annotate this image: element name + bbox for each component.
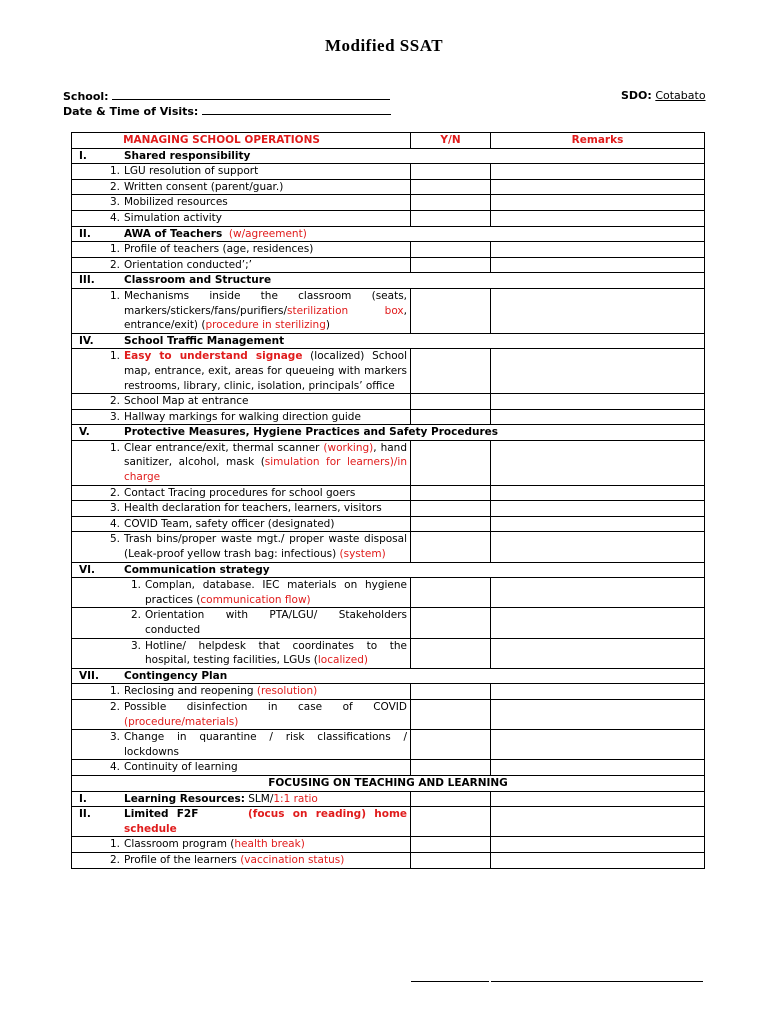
sdo-value: Cotabato bbox=[655, 89, 706, 102]
yn-cell[interactable] bbox=[411, 638, 491, 668]
yn-cell[interactable] bbox=[411, 440, 491, 485]
remarks-cell[interactable] bbox=[491, 852, 705, 868]
remarks-cell[interactable] bbox=[491, 608, 705, 638]
yn-cell[interactable] bbox=[411, 288, 491, 333]
yn-cell[interactable] bbox=[411, 409, 491, 425]
item-row: 1. Profile of teachers (age, residences) bbox=[72, 242, 705, 258]
header-remarks: Remarks bbox=[491, 133, 705, 149]
yn-cell[interactable] bbox=[411, 210, 491, 226]
yn-cell[interactable] bbox=[411, 257, 491, 273]
section-title: School Traffic Management bbox=[124, 334, 285, 347]
item-row: II. Limited F2F (focus on reading) home schedule bbox=[72, 807, 705, 837]
item-row: 4. Simulation activity bbox=[72, 210, 705, 226]
remarks-cell[interactable] bbox=[491, 394, 705, 410]
yn-cell[interactable] bbox=[411, 242, 491, 258]
remarks-cell[interactable] bbox=[491, 179, 705, 195]
sdo-label: SDO: bbox=[621, 89, 652, 102]
item-row: 3. Mobilized resources bbox=[72, 195, 705, 211]
item-row: 1. Clear entrance/exit, thermal scanner (working), hand sanitizer, alcohol, mask (simulation for learners)/in charge bbox=[72, 440, 705, 485]
focus-header: FOCUSING ON TEACHING AND LEARNING bbox=[72, 775, 705, 791]
item-row: 5. Trash bins/proper waste mgt./ proper waste disposal (Leak-proof yellow trash bag: infectious) (system) bbox=[72, 532, 705, 562]
item-text: Orientation conducted’;’ bbox=[124, 258, 253, 271]
item-row: 1. Reclosing and reopening (resolution) bbox=[72, 684, 705, 700]
item-text: Classroom program (health break) bbox=[124, 838, 305, 851]
item-row: 2. Possible disinfection in case of COVID (procedure/materials) bbox=[72, 699, 705, 729]
item-row: 2. Orientation with PTA/LGU/ Stakeholders conducted bbox=[72, 608, 705, 638]
yn-cell[interactable] bbox=[411, 532, 491, 562]
remarks-cell[interactable] bbox=[491, 760, 705, 776]
item-text: Continuity of learning bbox=[124, 761, 238, 774]
remarks-cell[interactable] bbox=[491, 288, 705, 333]
item-title: Learning Resources: bbox=[124, 792, 245, 805]
item-title: Limited F2F (focus on reading) home schedule bbox=[124, 808, 408, 835]
sdo-field bbox=[621, 89, 706, 103]
yn-cell[interactable] bbox=[411, 485, 491, 501]
signature-line bbox=[491, 981, 703, 982]
item-text: Possible disinfection in case of COVID (procedure/materials) bbox=[124, 700, 407, 728]
item-row: 1. Complan, database. IEC materials on hygiene practices (communication flow) bbox=[72, 578, 705, 608]
item-text: Complan, database. IEC materials on hygiene practices (communication flow) bbox=[145, 579, 407, 606]
section-title: Shared responsibility bbox=[124, 149, 251, 162]
item-row: 4. Continuity of learning bbox=[72, 760, 705, 776]
visit-field bbox=[63, 104, 391, 119]
section-row: VI. Communication strategy bbox=[72, 562, 705, 578]
section-number: I. bbox=[79, 149, 87, 162]
item-row: 2. Profile of the learners (vaccination status) bbox=[72, 852, 705, 868]
item-text: Written consent (parent/guar.) bbox=[124, 180, 284, 193]
item-row: 3. Health declaration for teachers, learners, visitors bbox=[72, 501, 705, 517]
yn-cell[interactable] bbox=[411, 608, 491, 638]
remarks-cell[interactable] bbox=[491, 807, 705, 837]
yn-cell[interactable] bbox=[411, 837, 491, 853]
item-row: 1. LGU resolution of support bbox=[72, 164, 705, 180]
item-text: School Map at entrance bbox=[124, 395, 249, 408]
remarks-cell[interactable] bbox=[491, 730, 705, 760]
remarks-cell[interactable] bbox=[491, 699, 705, 729]
yn-cell[interactable] bbox=[411, 394, 491, 410]
remarks-cell[interactable] bbox=[491, 440, 705, 485]
item-row: I. Learning Resources: SLM/1:1 ratio bbox=[72, 791, 705, 807]
yn-cell[interactable] bbox=[411, 195, 491, 211]
remarks-cell[interactable] bbox=[491, 638, 705, 668]
remarks-cell[interactable] bbox=[491, 257, 705, 273]
item-row: 1. Mechanisms inside the classroom (seats, markers/stickers/fans/purifiers/sterilization box, entrance/exit) (procedure in sterilizing) bbox=[72, 288, 705, 333]
yn-cell[interactable] bbox=[411, 516, 491, 532]
item-row: 3. Hotline/ helpdesk that coordinates to the hospital, testing facilities, LGUs (localized) bbox=[72, 638, 705, 668]
item-text: Profile of the learners (vaccination status) bbox=[124, 853, 345, 866]
item-text: Clear entrance/exit, thermal scanner (working), hand sanitizer, alcohol, mask (simulation for learners)/in charge bbox=[124, 441, 407, 484]
item-text: Mechanisms inside the classroom (seats, markers/stickers/fans/purifiers/sterilization box, entrance/exit) (procedure in sterilizing) bbox=[124, 289, 407, 332]
yn-cell[interactable] bbox=[411, 807, 491, 837]
remarks-cell[interactable] bbox=[491, 532, 705, 562]
yn-cell[interactable] bbox=[411, 699, 491, 729]
remarks-cell[interactable] bbox=[491, 684, 705, 700]
yn-cell[interactable] bbox=[411, 852, 491, 868]
section-row: III. Classroom and Structure bbox=[72, 273, 705, 289]
remarks-cell[interactable] bbox=[491, 195, 705, 211]
item-text: Health declaration for teachers, learners, visitors bbox=[124, 502, 382, 515]
section-title: Communication strategy bbox=[124, 563, 270, 576]
section-title: Protective Measures, Hygiene Practices and Safety Procedures bbox=[124, 426, 499, 439]
item-row: 3. Change in quarantine / risk classifications / lockdowns bbox=[72, 730, 705, 760]
yn-cell[interactable] bbox=[411, 760, 491, 776]
yn-cell[interactable] bbox=[411, 164, 491, 180]
item-text: Trash bins/proper waste mgt./ proper waste disposal (Leak-proof yellow trash bag: infectious) (system) bbox=[124, 533, 407, 561]
yn-cell[interactable] bbox=[411, 179, 491, 195]
item-text: Hotline/ helpdesk that coordinates to the hospital, testing facilities, LGUs (localized) bbox=[145, 639, 407, 667]
school-field bbox=[63, 89, 390, 104]
item-row: 2. School Map at entrance bbox=[72, 394, 705, 410]
remarks-cell[interactable] bbox=[491, 164, 705, 180]
visit-blank bbox=[202, 104, 391, 115]
school-blank bbox=[112, 89, 390, 100]
item-text: LGU resolution of support bbox=[124, 165, 259, 178]
table-header-row bbox=[72, 133, 705, 149]
yn-cell[interactable] bbox=[411, 791, 491, 807]
item-row: 3. Hallway markings for walking direction guide bbox=[72, 409, 705, 425]
focus-header-row bbox=[72, 775, 705, 791]
section-title: AWA of Teachers bbox=[124, 227, 223, 240]
remarks-cell[interactable] bbox=[491, 409, 705, 425]
remarks-cell[interactable] bbox=[491, 349, 705, 394]
document-title: Modified SSAT bbox=[324, 36, 444, 55]
section-row bbox=[72, 148, 705, 164]
section-row: VII. Contingency Plan bbox=[72, 668, 705, 684]
section-note: (w/agreement) bbox=[228, 227, 307, 240]
checklist-table bbox=[71, 132, 705, 869]
section-row: II. AWA of Teachers (w/agreement) bbox=[72, 226, 705, 242]
yn-cell[interactable] bbox=[411, 684, 491, 700]
remarks-cell[interactable] bbox=[491, 578, 705, 608]
section-title: Classroom and Structure bbox=[124, 274, 272, 287]
item-text: Contact Tracing procedures for school goers bbox=[124, 486, 356, 499]
item-text: Easy to understand signage (localized) School map, entrance, exit, areas for queueing with markers restrooms, library, clinic, isolation, principals’ office bbox=[124, 350, 407, 392]
yn-cell[interactable] bbox=[411, 730, 491, 760]
yn-cell[interactable] bbox=[411, 578, 491, 608]
section-title: Contingency Plan bbox=[124, 669, 228, 682]
item-text: Profile of teachers (age, residences) bbox=[124, 243, 314, 256]
section-row: IV. School Traffic Management bbox=[72, 333, 705, 349]
item-text: Change in quarantine / risk classifications / lockdowns bbox=[124, 731, 407, 758]
item-text: Reclosing and reopening (resolution) bbox=[124, 685, 318, 698]
item-text: COVID Team, safety officer (designated) bbox=[124, 517, 335, 530]
item-row: 2. Contact Tracing procedures for school goers bbox=[72, 485, 705, 501]
remarks-cell[interactable] bbox=[491, 516, 705, 532]
section-row: V. Protective Measures, Hygiene Practices and Safety Procedures bbox=[72, 425, 705, 441]
item-text: Orientation with PTA/LGU/ Stakeholders conducted bbox=[145, 609, 407, 636]
yn-cell[interactable] bbox=[411, 349, 491, 394]
yn-cell[interactable] bbox=[411, 501, 491, 517]
item-row: 2. Orientation conducted’;’ bbox=[72, 257, 705, 273]
remarks-cell[interactable] bbox=[491, 837, 705, 853]
header-yn: Y/N bbox=[411, 133, 491, 149]
remarks-cell[interactable] bbox=[491, 242, 705, 258]
item-text: Simulation activity bbox=[124, 211, 222, 224]
item-text: Mobilized resources bbox=[124, 196, 228, 209]
remarks-cell[interactable] bbox=[491, 485, 705, 501]
remarks-cell[interactable] bbox=[491, 210, 705, 226]
school-label: School: bbox=[63, 90, 109, 103]
item-row: 1. Easy to understand signage (localized) School map, entrance, exit, areas for queueing with markers restrooms, library, clinic, isolation, principals’ office bbox=[72, 349, 705, 394]
item-row: 2. Written consent (parent/guar.) bbox=[72, 179, 705, 195]
item-row: 4. COVID Team, safety officer (designated) bbox=[72, 516, 705, 532]
visit-label: Date & Time of Visits: bbox=[63, 105, 199, 118]
remarks-cell[interactable] bbox=[491, 791, 705, 807]
item-text: Hallway markings for walking direction guide bbox=[124, 410, 361, 423]
item-row: 1. Classroom program (health break) bbox=[72, 837, 705, 853]
header-managing: MANAGING SCHOOL OPERATIONS bbox=[72, 133, 411, 149]
remarks-cell[interactable] bbox=[491, 501, 705, 517]
signature-line bbox=[411, 981, 489, 982]
